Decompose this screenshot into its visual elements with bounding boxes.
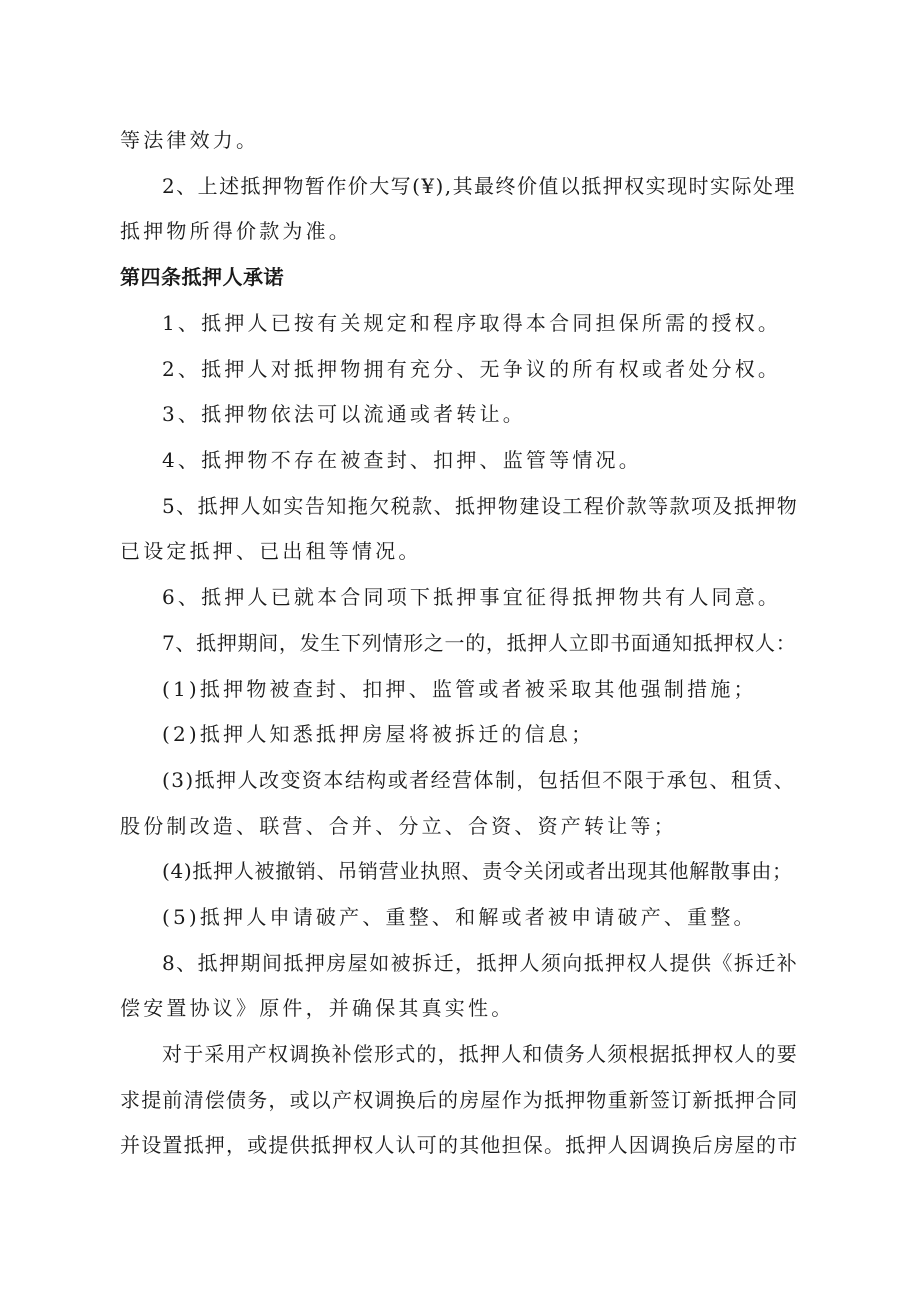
text-line: (4)抵押人被撤销、吊销营业执照、责令关闭或者出现其他解散事由；: [162, 859, 793, 883]
text-line: 并设置抵押，或提供抵押权人认可的其他担保。抵押人因调换后房屋的市: [120, 1133, 799, 1157]
text-line: (1)抵押物被查封、扣押、监管或者被采取其他强制措施；: [162, 677, 757, 701]
text-line: 股份制改造、联营、合并、分立、合资、资产转让等；: [120, 814, 677, 838]
text-line: 2、抵押人对抵押物拥有充分、无争议的所有权或者处分权。: [162, 357, 782, 381]
section-heading: 第四条抵押人承诺: [120, 265, 284, 289]
text-line: 1、抵押人已按有关规定和程序取得本合同担保所需的授权。: [162, 311, 782, 335]
text-line: (5)抵押人申请破产、重整、和解或者被申请破产、重整。: [162, 905, 757, 929]
text-line: (2)抵押人知悉抵押房屋将被拆迁的信息；: [162, 722, 595, 746]
text-line: 2、上述抵押物暂作价大写(¥),其最终价值以抵押权实现时实际处理: [162, 174, 796, 198]
text-line: 6、抵押人已就本合同项下抵押事宜征得抵押物共有人同意。: [162, 585, 782, 609]
text-line: 等法律效力。: [120, 128, 260, 152]
text-line: 已设定抵押、已出租等情况。: [120, 539, 422, 563]
text-line: 对于采用产权调换补偿形式的，抵押人和债务人须根据抵押权人的要: [162, 1042, 798, 1066]
text-line: 8、抵押期间抵押房屋如被拆迁，抵押人须向抵押权人提供《拆迁补: [162, 951, 799, 975]
text-line: 4、抵押物不存在被查封、扣押、监管等情况。: [162, 448, 642, 472]
text-line: 7、抵押期间，发生下列情形之一的，抵押人立即书面通知抵押权人：: [162, 631, 797, 655]
text-line: 偿安置协议》原件，并确保其真实性。: [120, 996, 515, 1020]
text-line: 求提前清偿债务，或以产权调换后的房屋作为抵押物重新签订新抵押合同: [120, 1088, 799, 1112]
text-line: (3)抵押人改变资本结构或者经营体制，包括但不限于承包、租赁、: [162, 768, 796, 792]
text-line: 抵押物所得价款为准。: [120, 219, 352, 243]
text-line: 5、抵押人如实告知拖欠税款、抵押物建设工程价款等款项及抵押物: [162, 494, 799, 518]
text-line: 3、抵押物依法可以流通或者转让。: [162, 402, 526, 426]
